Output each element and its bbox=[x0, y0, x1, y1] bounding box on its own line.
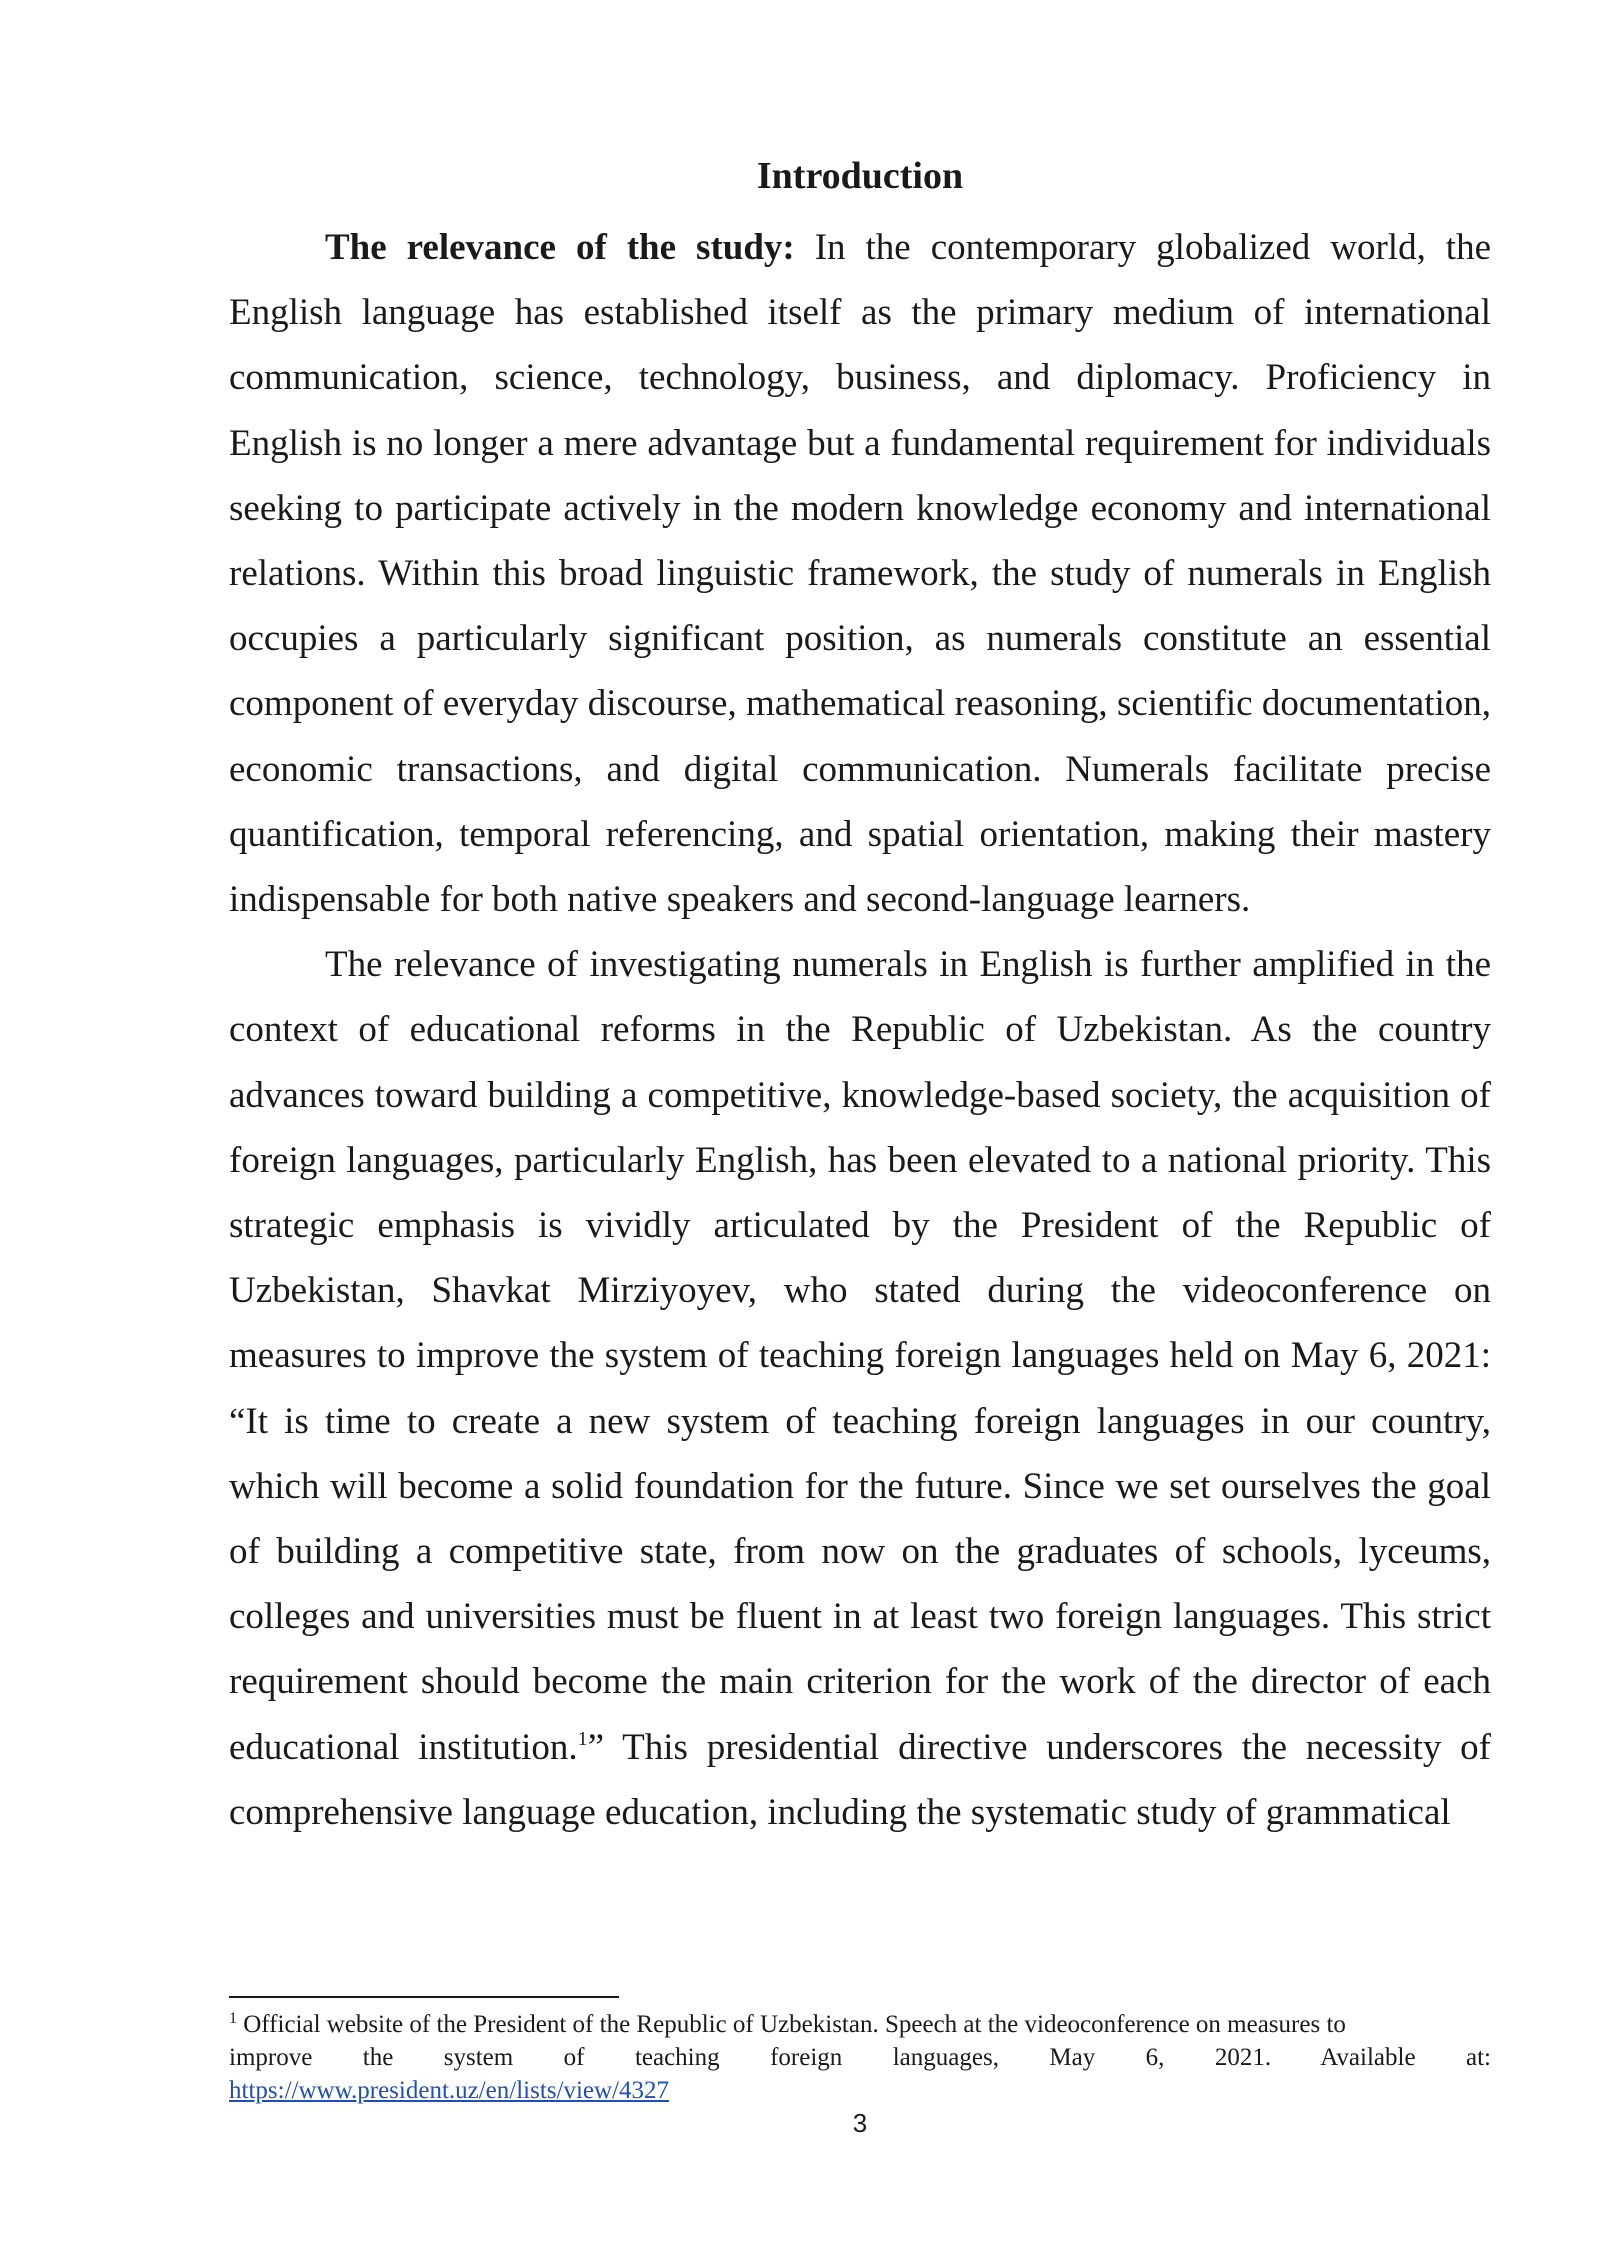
section-title: Introduction bbox=[756, 155, 964, 197]
paragraph-text: The relevance of investigating numerals in English is further amplified in the context of educational reforms in the Republic of Uzbekistan. As the country advances toward building a competitive, knowledge-based society, the acquisition of foreign languages, particularly English, has been elevated to a national priority. This strategic emphasis is vividly articulated by the President of the Republic of Uzbekistan, Shavkat Mirziyoyev, who stated during the videoconference on measures to improve the system of teaching foreign languages held on May 6, 2021: “It is time to create a new system of teaching foreign languages in our country, which will become a solid foundation for the future. Since we set ourselves the goal of building a competitive state, from now on the graduates of schools, lyceums, colleges and universities must be fluent in at least two foreign languages. This strict requirement should become the main criterion for the work of the director of each educational institution. bbox=[229, 944, 1491, 1768]
page-body bbox=[229, 150, 1491, 1845]
footnote-link[interactable]: https://www.president.uz/en/lists/view/4327 bbox=[229, 2077, 670, 2104]
paragraph-relevance bbox=[229, 215, 1491, 932]
paragraph-text: ” This presidential directive underscores the necessity of comprehensive language education, including the systematic study of grammatical bbox=[229, 1726, 1491, 1833]
footnote-text-line1: Official website of the President of the Republic of Uzbekistan. Speech at the videoconference on measures to bbox=[237, 2011, 1346, 2038]
footnote bbox=[229, 2008, 1491, 2107]
paragraph-text: In the contemporary globalized world, the English language has established itself as the primary medium of international communication, science, technology, business, and diplomacy. Proficiency in English is no longer a mere advantage but a fundamental requirement for individuals seeking to participate actively in the modern knowledge economy and international relations. Within this broad linguistic framework, the study of numerals in English occupies a particularly significant position, as numerals constitute an essential component of everyday discourse, mathematical reasoning, scientific documentation, economic transactions, and digital communication. Numerals facilitate precise quantification, temporal referencing, and spatial orientation, making their mastery indispensable for both native speakers and second-language learners. bbox=[229, 227, 1492, 921]
footnote-number: 1 bbox=[229, 2010, 237, 2027]
footnote-separator bbox=[229, 1996, 619, 1998]
footnote-text-line2: improve the system of teaching foreign languages, May 6, 2021. Available at: bbox=[229, 2044, 1491, 2071]
paragraph-reforms bbox=[229, 932, 1491, 1845]
paragraph-lead: The relevance of the study: bbox=[325, 227, 795, 268]
page-number-text: 3 bbox=[852, 2108, 868, 2138]
footnote-reference[interactable]: 1 bbox=[577, 1727, 588, 1750]
page-number bbox=[0, 2106, 1600, 2140]
